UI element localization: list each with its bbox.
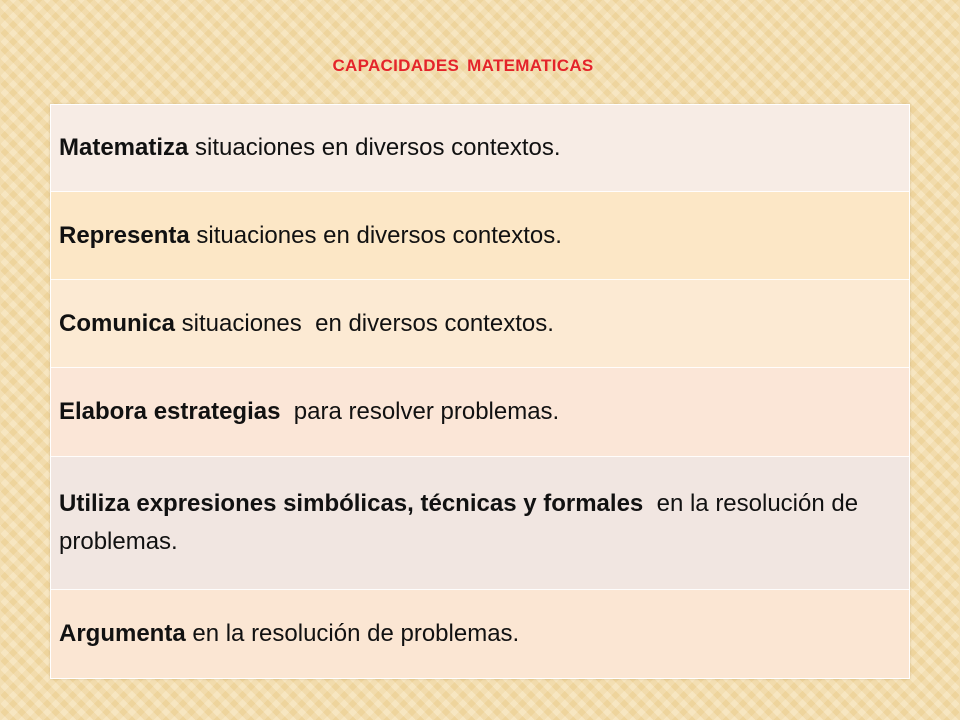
row-text: [59, 615, 519, 653]
table-row: [51, 192, 909, 280]
table-row: [51, 280, 909, 368]
row-description: situaciones en diversos contextos.: [175, 309, 554, 337]
capacities-table: [50, 104, 910, 679]
row-description: para resolver problemas.: [280, 398, 560, 425]
row-text: [59, 129, 561, 167]
row-description: situaciones en diversos contextos.: [189, 221, 562, 249]
row-keyword: Argumenta: [59, 620, 186, 647]
slide-title: CAPACIDADES MATEMATICAS: [332, 56, 594, 75]
row-keyword: Representa: [59, 221, 190, 249]
row-text: [59, 305, 554, 343]
table-row: [51, 105, 909, 192]
table-row: [51, 368, 909, 457]
row-text: [59, 393, 559, 431]
table-row: [51, 590, 909, 678]
row-keyword: Utiliza expresiones simbólicas, técnicas y formales: [59, 490, 644, 517]
row-text: [59, 485, 889, 561]
table-row: [51, 457, 909, 590]
row-description: en la resolución de problemas.: [59, 490, 865, 555]
row-description: situaciones en diversos contextos.: [188, 134, 561, 161]
row-description: en la resolución de problemas.: [185, 620, 520, 647]
row-keyword: Elabora estrategias: [59, 398, 281, 425]
row-text: [59, 217, 562, 255]
row-keyword: Comunica: [59, 309, 176, 337]
row-keyword: Matematiza: [59, 134, 189, 161]
